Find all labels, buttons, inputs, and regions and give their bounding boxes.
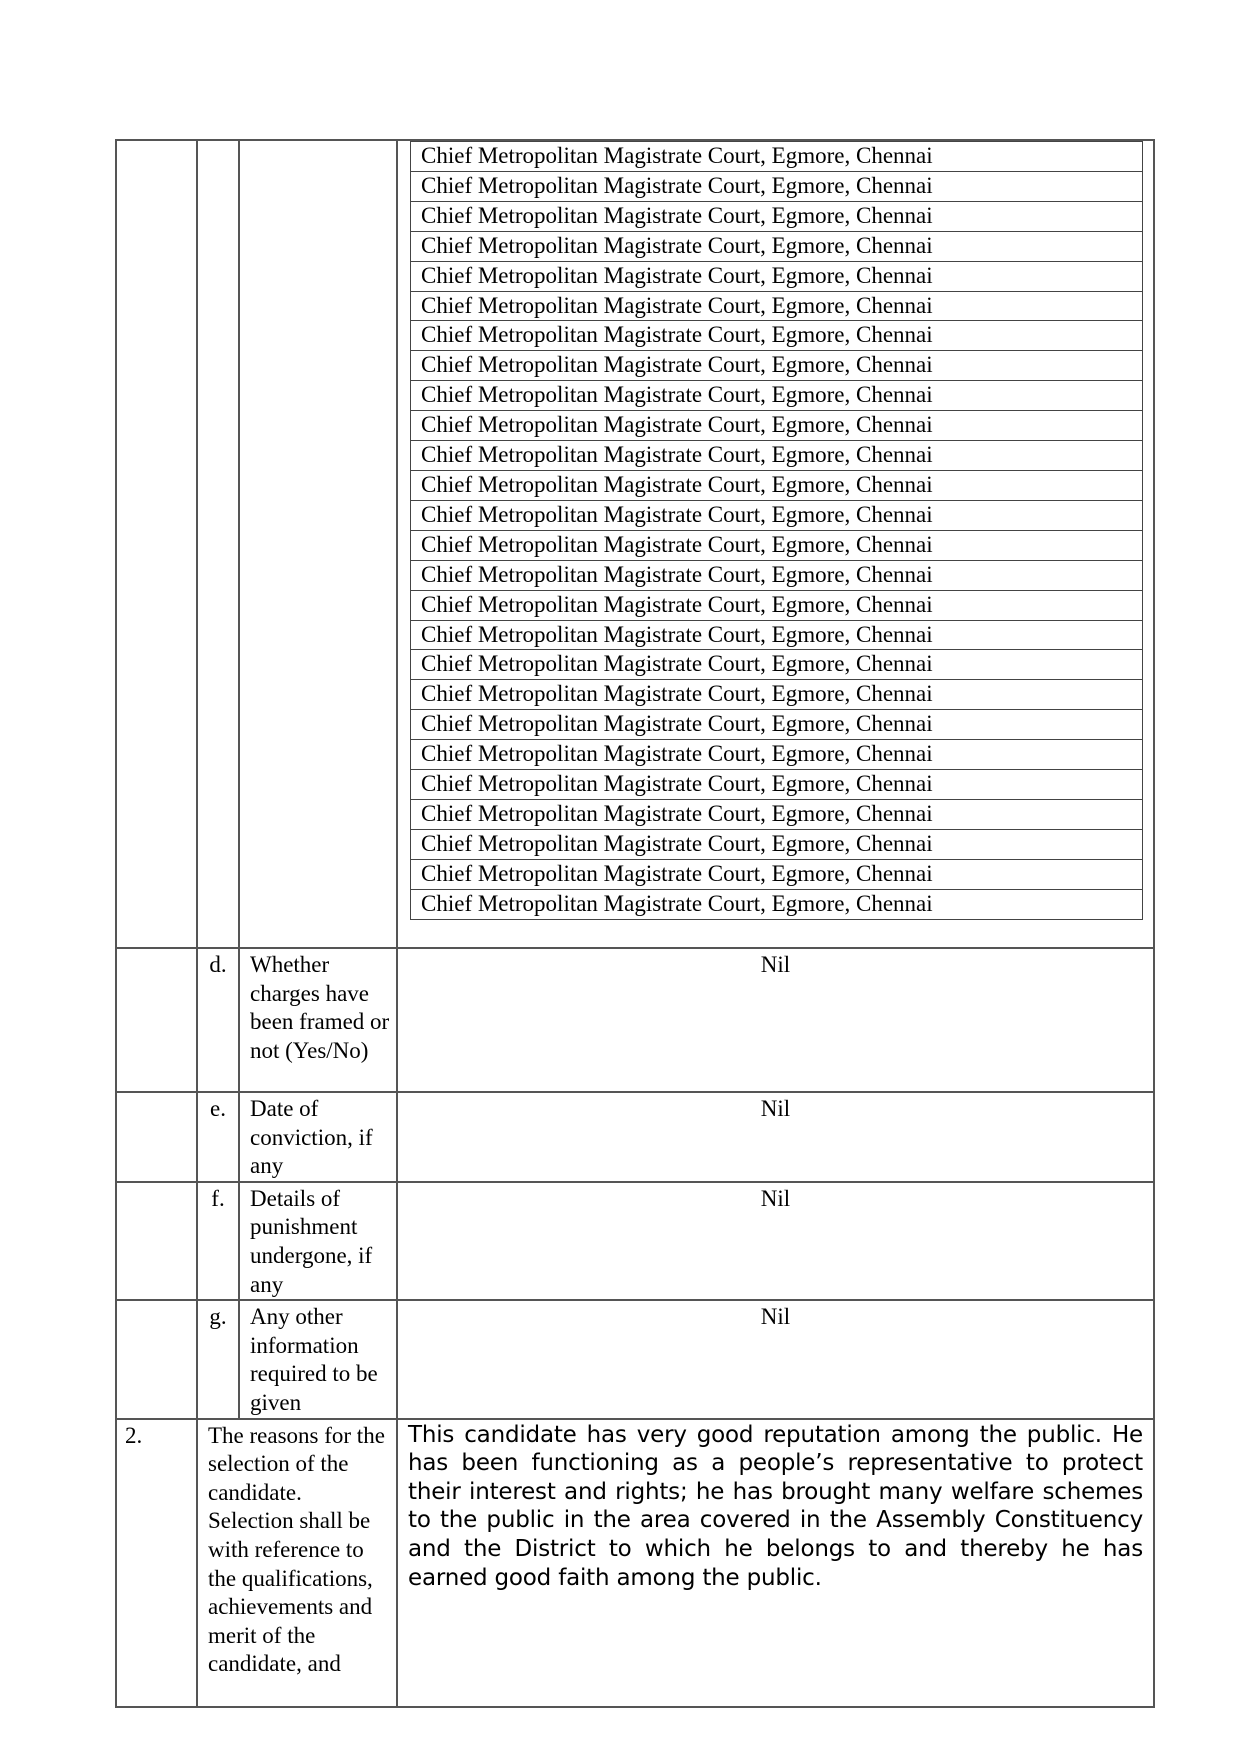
- court-case-row: [411, 770, 1143, 800]
- item-value: Nil: [397, 1300, 1154, 1418]
- court-name: Chief Metropolitan Magistrate Court, Egmore, Chennai: [411, 470, 1143, 500]
- court-case-row: [411, 381, 1143, 411]
- item-value: Nil: [397, 948, 1154, 1092]
- court-name: Chief Metropolitan Magistrate Court, Egmore, Chennai: [411, 142, 1143, 172]
- court-name: Chief Metropolitan Magistrate Court, Egmore, Chennai: [411, 530, 1143, 560]
- item-label: Date of conviction, if any: [239, 1092, 397, 1182]
- item-letter: e.: [197, 1092, 239, 1182]
- item-row-e: [116, 1092, 1154, 1182]
- item-row-g: [116, 1300, 1154, 1418]
- court-case-row: [411, 859, 1143, 889]
- court-case-row: [411, 441, 1143, 471]
- court-name: Chief Metropolitan Magistrate Court, Egmore, Chennai: [411, 770, 1143, 800]
- court-case-row: [411, 321, 1143, 351]
- court-name: Chief Metropolitan Magistrate Court, Egmore, Chennai: [411, 321, 1143, 351]
- court-case-row: [411, 799, 1143, 829]
- court-name: Chief Metropolitan Magistrate Court, Egmore, Chennai: [411, 889, 1143, 919]
- court-case-row: [411, 650, 1143, 680]
- item-row-d: [116, 948, 1154, 1092]
- court-name: Chief Metropolitan Magistrate Court, Egmore, Chennai: [411, 829, 1143, 859]
- court-name: Chief Metropolitan Magistrate Court, Egmore, Chennai: [411, 590, 1143, 620]
- court-cases-row: [116, 140, 1154, 948]
- item-letter: f.: [197, 1182, 239, 1300]
- court-cases-cell: [397, 140, 1154, 948]
- court-name: Chief Metropolitan Magistrate Court, Egmore, Chennai: [411, 620, 1143, 650]
- court-name: Chief Metropolitan Magistrate Court, Egmore, Chennai: [411, 351, 1143, 381]
- court-name: Chief Metropolitan Magistrate Court, Egmore, Chennai: [411, 381, 1143, 411]
- court-name: Chief Metropolitan Magistrate Court, Egmore, Chennai: [411, 441, 1143, 471]
- court-case-row: [411, 351, 1143, 381]
- court-name: Chief Metropolitan Magistrate Court, Egmore, Chennai: [411, 231, 1143, 261]
- court-case-row: [411, 470, 1143, 500]
- item-value: Nil: [397, 1092, 1154, 1182]
- court-name: Chief Metropolitan Magistrate Court, Egmore, Chennai: [411, 291, 1143, 321]
- court-name: Chief Metropolitan Magistrate Court, Egmore, Chennai: [411, 560, 1143, 590]
- court-case-row: [411, 500, 1143, 530]
- court-name: Chief Metropolitan Magistrate Court, Egmore, Chennai: [411, 650, 1143, 680]
- serial-cell: [116, 948, 197, 1092]
- serial-cell: [116, 1092, 197, 1182]
- section-label: The reasons for the selection of the candidate. Selection shall be with reference to the qualifications, achievements and merit of the candidate, and: [197, 1419, 397, 1707]
- court-case-row: [411, 171, 1143, 201]
- court-name: Chief Metropolitan Magistrate Court, Egmore, Chennai: [411, 799, 1143, 829]
- court-case-row: [411, 201, 1143, 231]
- court-name: Chief Metropolitan Magistrate Court, Egmore, Chennai: [411, 859, 1143, 889]
- serial-cell: [116, 140, 197, 948]
- section-2-row: [116, 1419, 1154, 1707]
- court-case-row: [411, 740, 1143, 770]
- court-case-row: [411, 291, 1143, 321]
- court-case-row: [411, 680, 1143, 710]
- court-case-row: [411, 590, 1143, 620]
- section-number: 2.: [116, 1419, 197, 1707]
- item-row-f: [116, 1182, 1154, 1300]
- court-name: Chief Metropolitan Magistrate Court, Egmore, Chennai: [411, 710, 1143, 740]
- court-name: Chief Metropolitan Magistrate Court, Egmore, Chennai: [411, 500, 1143, 530]
- court-case-row: [411, 411, 1143, 441]
- court-case-row: [411, 710, 1143, 740]
- court-case-row: [411, 530, 1143, 560]
- court-name: Chief Metropolitan Magistrate Court, Egmore, Chennai: [411, 680, 1143, 710]
- court-name: Chief Metropolitan Magistrate Court, Egmore, Chennai: [411, 261, 1143, 291]
- serial-cell: [116, 1182, 197, 1300]
- item-letter: d.: [197, 948, 239, 1092]
- item-label: Details of punishment undergone, if any: [239, 1182, 397, 1300]
- court-case-row: [411, 261, 1143, 291]
- court-case-row: [411, 620, 1143, 650]
- selection-reason-text: This candidate has very good reputation among the public. He has been functioning as a people’s representative to protect their interest and rights; he has brought many welfare schemes to the public in the area covered in the Assembly Constituency and the District to which he belongs to and thereby he has earned good faith among the public.: [397, 1419, 1154, 1707]
- court-name: Chief Metropolitan Magistrate Court, Egmore, Chennai: [411, 411, 1143, 441]
- court-case-row: [411, 560, 1143, 590]
- court-case-row: [411, 142, 1143, 172]
- item-label: Any other information required to be given: [239, 1300, 397, 1418]
- serial-cell: [116, 1300, 197, 1418]
- court-name: Chief Metropolitan Magistrate Court, Egmore, Chennai: [411, 171, 1143, 201]
- item-label: Whether charges have been framed or not (Yes/No): [239, 948, 397, 1092]
- court-case-row: [411, 231, 1143, 261]
- court-case-row: [411, 829, 1143, 859]
- item-value: Nil: [397, 1182, 1154, 1300]
- court-name: Chief Metropolitan Magistrate Court, Egmore, Chennai: [411, 740, 1143, 770]
- label-cell: [239, 140, 397, 948]
- letter-cell: [197, 140, 239, 948]
- court-case-row: [411, 889, 1143, 919]
- court-name: Chief Metropolitan Magistrate Court, Egmore, Chennai: [411, 201, 1143, 231]
- court-cases-table: [410, 141, 1143, 920]
- candidate-details-table: [115, 139, 1155, 1708]
- item-letter: g.: [197, 1300, 239, 1418]
